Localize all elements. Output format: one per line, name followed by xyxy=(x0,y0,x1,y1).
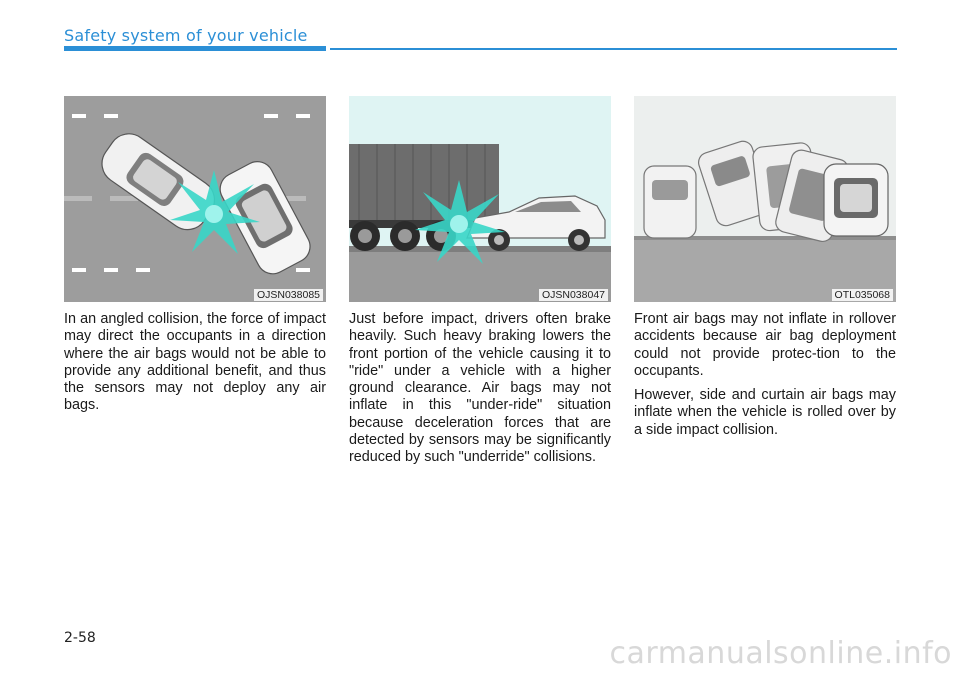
paragraph: Front air bags may not inflate in rollover accidents because air bag deployment could not provide protec-tion to the occupants. xyxy=(634,311,896,379)
title-underline-thick xyxy=(64,46,326,51)
figure-code: OJSN038047 xyxy=(539,289,608,301)
angled-collision-illustration xyxy=(64,96,326,302)
paragraph: Just before impact, drivers often brake heavily. Such heavy braking lowers the front portion of the vehicle causing it to "ride" under a vehicle with a higher ground clearance. Air bags may not inflate in this "under-ride" situation because deceleration forces that are detected by sensors may be significantly reduced by such "underride" collisions. xyxy=(349,311,611,466)
figure-code: OTL035068 xyxy=(832,289,893,301)
title-underline-thin xyxy=(330,48,897,50)
figure-code: OJSN038085 xyxy=(254,289,323,301)
paragraph: In an angled collision, the force of impact may direct the occupants in a direction where the air bags would not be able to provide any additional benefit, and thus the sensors may not deploy any air bags. xyxy=(64,311,326,414)
text-column-3 xyxy=(634,311,896,446)
underride-illustration xyxy=(349,96,611,302)
text-column-1 xyxy=(64,311,326,422)
paragraph: However, side and curtain air bags may inflate when the vehicle is rolled over by a side impact collision. xyxy=(634,387,896,438)
watermark: carmanualsonline.info xyxy=(609,636,952,671)
figure-underride xyxy=(349,96,611,302)
figure-angled-collision xyxy=(64,96,326,302)
figure-rollover xyxy=(634,96,896,302)
rollover-illustration xyxy=(634,96,896,302)
section-title: Safety system of your vehicle xyxy=(64,26,308,45)
text-column-2 xyxy=(349,311,611,474)
page-number: 2-58 xyxy=(64,630,96,646)
